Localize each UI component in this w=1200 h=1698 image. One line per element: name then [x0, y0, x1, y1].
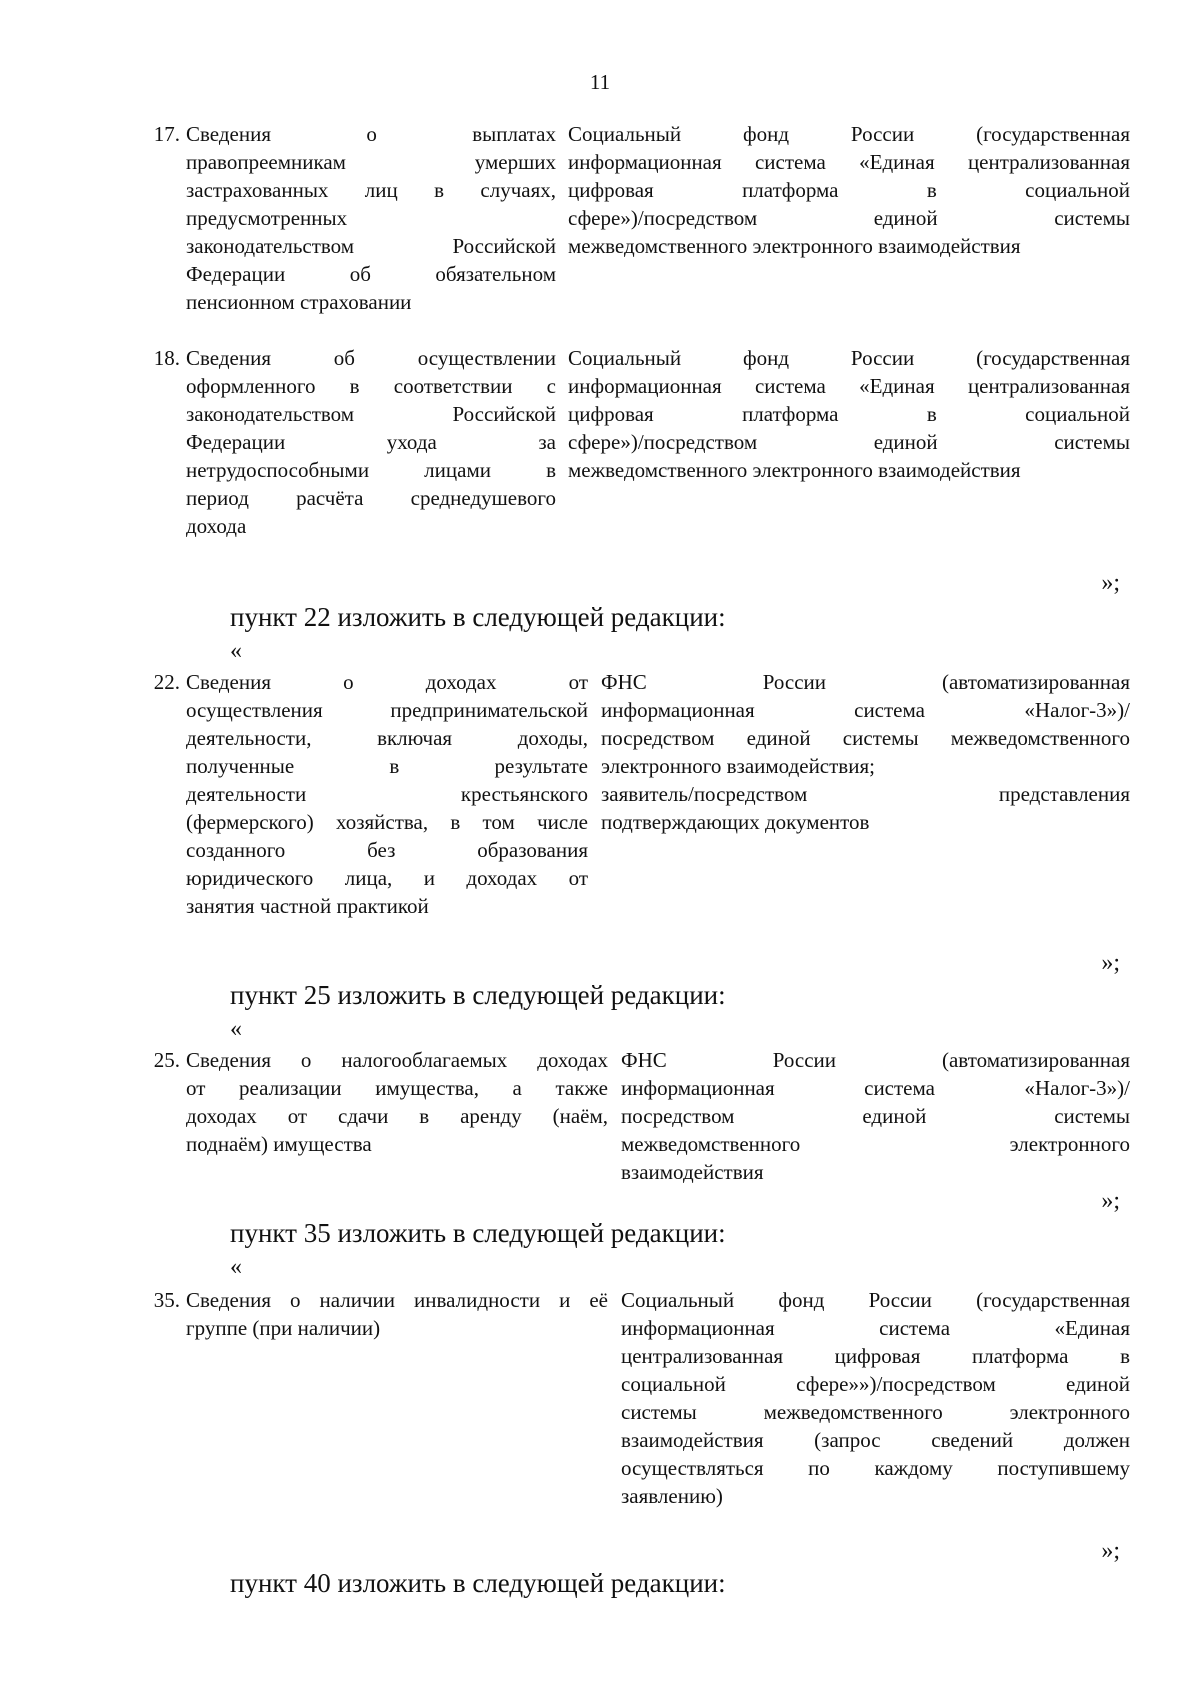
item-source	[601, 668, 1130, 836]
source-line: электронного взаимодействия;	[601, 754, 875, 778]
source-line: информационная система «Единая централизованная	[568, 150, 1130, 174]
closing-quote: »;	[1101, 570, 1120, 596]
item-source	[568, 120, 1130, 260]
description-line: застрахованных лиц в случаях,	[186, 178, 556, 202]
source-line: Социальный фонд России (государственная	[568, 122, 1130, 146]
description-line: период расчёта среднедушевого	[186, 486, 556, 510]
description-line: юридического лица, и доходах от	[186, 866, 588, 890]
item-description	[186, 668, 588, 920]
source-line: централизованная цифровая платформа в	[621, 1344, 1130, 1368]
source-line: осуществляться по каждому поступившему	[621, 1456, 1130, 1480]
source-line: подтверждающих документов	[601, 810, 870, 834]
source-line: системы межведомственного электронного	[621, 1400, 1130, 1424]
opening-quote: «	[230, 1254, 242, 1280]
description-line: доходах от сдачи в аренду (наём,	[186, 1104, 608, 1128]
description-line: созданного без образования	[186, 838, 588, 862]
source-line: Социальный фонд России (государственная	[568, 346, 1130, 370]
description-line: нетрудоспособными лицами в	[186, 458, 556, 482]
description-line: законодательством Российской	[186, 234, 556, 258]
item-17	[120, 120, 1130, 320]
description-line: Сведения о наличии инвалидности и её	[186, 1288, 608, 1312]
source-line: межведомственного электронного взаимодействия	[568, 458, 1021, 482]
description-line: Сведения о выплатах	[186, 122, 556, 146]
description-line: Сведения о налогооблагаемых доходах	[186, 1048, 608, 1072]
description-line: группе (при наличии)	[186, 1316, 381, 1340]
description-line: дохода	[186, 514, 247, 538]
opening-quote: «	[230, 1016, 242, 1042]
source-line: сфере»)/посредством единой системы	[568, 430, 1130, 454]
source-line: информационная система «Единая централизованная	[568, 374, 1130, 398]
closing-quote: »;	[1101, 950, 1120, 976]
item-description	[186, 1046, 608, 1158]
instruction-text: пункт 22 изложить в следующей редакции:	[230, 602, 726, 632]
item-25	[120, 1046, 1130, 1196]
description-line: деятельности крестьянского	[186, 782, 588, 806]
source-line: ФНС России (автоматизированная	[621, 1048, 1130, 1072]
description-line: (фермерского) хозяйства, в том числе	[186, 810, 588, 834]
source-line: взаимодействия	[621, 1160, 764, 1184]
item-description	[186, 120, 556, 316]
source-line: посредством единой системы	[621, 1104, 1130, 1128]
source-line: взаимодействия (запрос сведений должен	[621, 1428, 1130, 1452]
source-line: заявлению)	[621, 1484, 723, 1508]
opening-quote: «	[230, 638, 242, 664]
description-line: деятельности, включая доходы,	[186, 726, 588, 750]
source-line: межведомственного электронного	[621, 1132, 1130, 1156]
item-number: 17.	[153, 122, 180, 146]
description-line: предусмотренных	[186, 206, 348, 230]
source-line: посредством единой системы межведомственного	[601, 726, 1130, 750]
description-line: Федерации об обязательном	[186, 262, 556, 286]
source-line: цифровая платформа в социальной	[568, 402, 1130, 426]
item-35	[120, 1286, 1130, 1516]
description-line: поднаём) имущества	[186, 1132, 372, 1156]
source-line: Социальный фонд России (государственная	[621, 1288, 1130, 1312]
source-line: цифровая платформа в социальной	[568, 178, 1130, 202]
source-line: информационная система «Налог-3»)/	[601, 698, 1130, 722]
description-line: Сведения о доходах от	[186, 670, 588, 694]
source-line: информационная система «Единая	[621, 1316, 1130, 1340]
item-description	[186, 1286, 608, 1342]
description-line: полученные в результате	[186, 754, 588, 778]
item-description	[186, 344, 556, 540]
source-line: ФНС России (автоматизированная	[601, 670, 1130, 694]
description-line: пенсионном страховании	[186, 290, 412, 314]
instruction-text: пункт 40 изложить в следующей редакции:	[230, 1568, 726, 1598]
item-22	[120, 668, 1130, 928]
instruction-text: пункт 35 изложить в следующей редакции:	[230, 1218, 726, 1248]
item-number: 25.	[153, 1048, 180, 1072]
description-line: правопреемникам умерших	[186, 150, 556, 174]
closing-quote: »;	[1101, 1538, 1120, 1564]
item-number: 22.	[153, 670, 180, 694]
item-number: 35.	[153, 1288, 180, 1312]
closing-quote: »;	[1101, 1188, 1120, 1214]
source-line: сфере»)/посредством единой системы	[568, 206, 1130, 230]
source-line: межведомственного электронного взаимодействия	[568, 234, 1021, 258]
item-source	[621, 1046, 1130, 1186]
item-source	[568, 344, 1130, 484]
item-18	[120, 344, 1130, 544]
description-line: от реализации имущества, а также	[186, 1076, 608, 1100]
source-line: заявитель/посредством представления	[601, 782, 1130, 806]
description-line: Сведения об осуществлении	[186, 346, 556, 370]
description-line: осуществления предпринимательской	[186, 698, 588, 722]
description-line: занятия частной практикой	[186, 894, 429, 918]
source-line: информационная система «Налог-3»)/	[621, 1076, 1130, 1100]
description-line: законодательством Российской	[186, 402, 556, 426]
item-number: 18.	[153, 346, 180, 370]
instruction-text: пункт 25 изложить в следующей редакции:	[230, 980, 726, 1010]
page-number: 11	[589, 70, 611, 94]
description-line: Федерации ухода за	[186, 430, 556, 454]
description-line: оформленного в соответствии с	[186, 374, 556, 398]
source-line: социальной сфере»»)/посредством единой	[621, 1372, 1130, 1396]
item-source	[621, 1286, 1130, 1510]
